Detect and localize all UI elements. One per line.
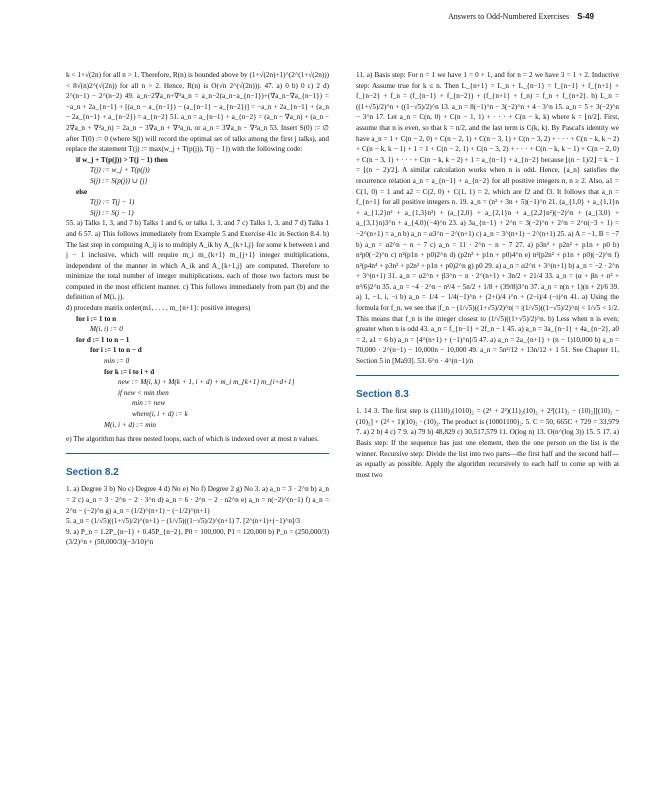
- running-head: [448, 12, 594, 21]
- algo-line: S(j) := S(p(j)) ∪ {j}: [90, 176, 148, 185]
- answers-8-2-part2: 5. a_n = (1/√5)((1+√5)/2)^(n+1) − (1/√5)((1−√5)/2)^(n+1) 7. [2^(n+1)+(−1)^n]/3: [66, 517, 301, 526]
- answers-8-2-part3: 9. a) P_n = 1.2P_{n−1} + 0.45P_{n−2}, P0 = 100,000, P1 = 120,000 b) P_n = (250,000/3)(3/2)^n + (50,000/3)(−3/10)^n: [66, 527, 329, 547]
- page-number: S-49: [577, 12, 594, 21]
- algo-line: M(i, i + d) := min: [104, 420, 157, 429]
- algo-line: M(i, i) := 0: [90, 325, 123, 334]
- section-heading: Section 8.2: [66, 466, 119, 478]
- answers-8-2-continued: 11. a) Basis step: For n = 1 we have 1 = 0 + 1, and for n = 2 we have 3 = 1 + 2. Inductive step: Assume true for k ≤ n. Then L_{n+1} = L_n + L_{n−1} = f_{n−1} + f_{n+1} + f_{n−2} + f_n = (f_{n−1} + f_{n−2}) + (f_{n+1} + f_n) = f_n + f_{n+2}. b) L_n = ((1+√5)/2)^n + ((1−√5)/2)^n 13. a_n = 8(−1)^n − 3(−2)^n + 4 · 3^n 15. a_n = 5 + 3(−2)^n − 3^n 17. Let a_n = C(n, 0) + C(n − 1, 1) + · · · + C(n − k, k) where k = ⌊n/2⌋. First, assume that n is even, so that k = n/2, and the last term is C(k, k). By Pascal's identity we have a_n = 1 + C(n − 2, 0) + C(n − 2, 1) + C(n − 3, 1) + C(n − 3, 2) + · · · + C(n − k, k − 2) + C(n − k, k − 1) + 1 = 1 + C(n − 2, 1) + C(n − 3, 2) + · · · + C(n − k, k − 1) + C(n − 2, 0) + C(n − 3, 1) + · · · + C(n − k, k − 2) + 1 = a_{n−1} + a_{n−2} because ⌊(n − 1)/2⌋ = k − 1 = ⌊(n − 2)/2⌋. A similar calculation works when n is odd. Hence, {a_n} satisfies the recurrence relation a_n = a_{n−1} + a_{n−2} for all positive integers n, n ≥ 2. Also, a1 = C(1, 0) = 1 and a2 = C(2, 0) + C(1, 1) = 2, which are f2 and f3. It follows that a_n = f_{n+1} for all positive integers n. 19. a_n = (n² + 3n + 5)(−1)^n 21. (a_{1,0} + a_{1,1}n + a_{1,2}n² + a_{1,3}n³) + (a_{2,0} + a_{2,1}n + a_{2,2}n²)(−2)^n + (a_{3,0} + a_{3,1}n)3^n + a_{4,0}(−4)^n 23. a) 3a_{n−1} + 2^n = 3(−2)^n + 2^n = 2^n(−3 + 1) = −2^(n+1) = a_n b) a_n = α3^n − 2^(n+1) c) a_n = 3^(n+1) − 2^(n+1) 25. a) A = −1, B = −7 b) a_n = α2^n − n − 7 c) a_n = 11 · 2^n − n − 7 27. a) p3n³ + p2n² + p1n + p0 b) n²p0(−2)^n c) n²(p1n + p0)2^n d) (p2n² + p1n + p0)4^n e) n²(p2n² + p1n + p0)(−2)^n f) n²(p4n⁴ + p3n³ + p2n² + p1n + p0)2^n g) p0 29. a) a_n = α2^n + 3^(n+1) b) a_n = −2 · 2^n + 3^(n+1) 31. a_n = α2^n + β3^n − n · 2^(n+1) + 3n/2 + 21/4 33. a_n = (α + βn + n² + n³/6)2^n 35. a_n = −4 · 2^n − n²/4 − 5n/2 + 1/8 + (39/8)3^n 37. a_n = n(n + 1)(n + 2)/6 39. a) 1, −1, i, −i b) a_n = 1/4 − 1/4(−1)^n + (2+i)/4 i^n + (2−i)/4 (−i)^n 41. a) Using the formula for f_n, we see that |f_n − (1/√5)((1+√5)/2)^n| = |(1/√5)((1−√5)/2)^n| < 1/√5 < 1/2. This means that f_n is the integer closest to (1/√5)((1+√5)/2)^n. b) Less when n is even; greater when n is odd 43. a_n = f_{n−1} + 2f_n − 1 45. a) a_n = 3a_{n−1} + 4a_{n−2}, a0 = 2, a1 = 6 b) a_n = [4^(n+1) + (−1)^n]/5 47. a) a_n = 2a_{n+1} + (n − 1)10,000 b) a_n = 70,000 · 2^(n−1) − 10,000n − 10,000 49. a_n = 5n²/12 + 13n/12 + 1 51. See Chapter 11, Section 5 in [Ma93]. 53. 6^n · 4^(n−1)/n: [356, 71, 619, 366]
- algo-line: if w_j + T(p(j)) > T(j − 1) then: [76, 155, 168, 164]
- algo-line: new := M(i, k) + M(k + 1, i + d) + m_i m_{k+1} m_{i+d+1}: [118, 378, 295, 387]
- running-head-title: Answers to Odd-Numbered Exercises: [448, 12, 570, 21]
- algo-line: min := 0: [104, 357, 130, 366]
- left-column: [66, 70, 329, 548]
- algo-line: S(j) := S(j − 1): [90, 208, 134, 217]
- answers-8-2-part1: 1. a) Degree 3 b) No c) Degree 4 d) No e) No f) Degree 2 g) No 3. a) a_n = 3 · 2^n b) a_n = 2 c) a_n = 3 · 2^n − 2 · 3^n d) a_n = 6 · 2^n − 2 · n2^n e) a_n = n(−2)^(n−1) f) a_n = 2^n − (−2)^n g) a_n = (1/2)^(n+1) − (−1/2)^(n+1): [66, 485, 329, 515]
- algo-line: if new < min then: [118, 388, 169, 397]
- algo-line: for d := 1 to n − 1: [76, 335, 130, 344]
- answers-8-3: 1. 14 3. The first step is (1110)₂(1010)₂ = (2⁴ + 2²)(11)₂(10)₂ + 2²[(11)₂ − (10)₂][(10)₂ − (10)₂] + (2² + 1)(10)₂ · (10)₂. The product is (10001100)₂. 5. C = 50, 665C + 729 = 33,979 7. a) 2 b) 4 c) 7 9. a) 79 b) 48,829 c) 30,517,579 11. O(log n) 13. O(n^(log 3)) 15. 5 17. a) Basis step: If the sequence has just one element, then the one person on the list is the winner. Recursive step: Divide the list into two parts—the first half and the second half—as equally as possible. Apply the algorithm recursively to each half to come up with at most two: [356, 407, 619, 479]
- algo-line: for i := 1 to n − d: [90, 346, 142, 355]
- algo-line: for i := 1 to n: [76, 314, 117, 323]
- answer-e: e) The algorithm has three nested loops, each of which is indexed over at most n values.: [66, 435, 319, 444]
- algorithm-talks: [76, 155, 329, 219]
- section-divider: [356, 375, 619, 376]
- procedure-header: d) procedure matrix order(m1, . . . , m_{n+1}: positive integers): [66, 304, 251, 313]
- algo-line: else: [76, 187, 88, 196]
- answers-8-1-continued: k < 1+√(2n) for all n > 1. Therefore, R(n) is bounded above by (1+√(2n)+1)^(2^(1+√(2n))) < 8√(n)2^(√(2n)) for all n > 2. Hence, R(n) is O(√n 2^(√(2n))). 47. a) 0 b) 0 c) 2 d) 2^(n−1) − 2^(n−2) 49. a_n−2∇a_n+∇²a_n = a_n−2(a_n−a_{n−1})+(∇a_n−∇a_{n−1}) = −a_n + 2a_{n−1} + [(a_n − a_{n−1}) − (a_{n−1} − a_{n−2})] = −a_n + 2a_{n−1} + (a_n − 2a_{n−1} + a_{n−2}) = a_{n−2} 51. a_n = a_{n−1} + a_{n−2} = (a_n − ∇a_n) + (a_n − 2∇a_n + ∇²a_n) = 2a_n − 3∇a_n + ∇²a_n, or a_n = 3∇a_n − ∇²a_n 53. Insert S(0) := ∅ after T(0) := 0 (where S(j) will record the optimal set of talks among the first j talks), and replace the statement T(j) := max(w_j + T(p(j)), T(j − 1)) with the following code:: [66, 71, 329, 154]
- answers-55-57: 55. a) Talks 1, 3, and 7 b) Talks 1 and 6, or talks 1, 3, and 7 c) Talks 1, 3, and 7 d) Talks 1 and 6 57. a) This follows immediately from Example 5 and Exercise 41c in Section 8.4. b) The last step in computing A_ij is to multiply A_ik by A_{k+1,j} for some k between i and j − 1 inclusive, which will require m_i m_{k+1} m_{j+1} integer multiplications, independent of the manner in which A_ik and A_{k+1,j} are computed. Therefore to minimize the total number of integer multiplications, each of those two factors must be computed in the most efficient manner. c) This follows immediately from part (b) and the definition of M(i, j).: [66, 219, 329, 302]
- section-divider: [66, 453, 329, 454]
- section-heading: Section 8.3: [356, 388, 409, 400]
- algo-line: for k := i to i + d: [104, 367, 155, 376]
- algorithm-matrix-order: [76, 314, 329, 431]
- algo-line: min := new: [132, 399, 166, 408]
- algo-line: where(i, i + d) := k: [132, 410, 188, 418]
- algo-line: T(j) := T(j − 1): [90, 198, 135, 207]
- right-column: [356, 70, 619, 480]
- algo-line: T(j) := w_j + T(p(j)): [90, 166, 150, 175]
